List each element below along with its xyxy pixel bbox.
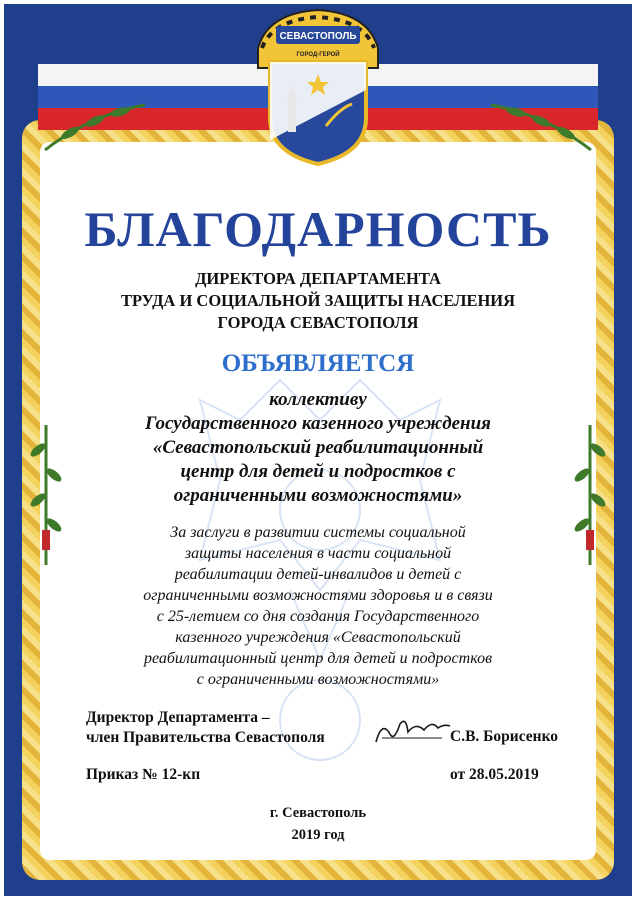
- issuer-line: ДИРЕКТОРА ДЕПАРТАМЕНТА: [195, 269, 441, 288]
- order-number: Приказ № 12-кп: [86, 766, 201, 783]
- svg-text:ГОРОД-ГЕРОЙ: ГОРОД-ГЕРОЙ: [296, 52, 340, 58]
- svg-text:СЕВАСТОПОЛЬ: СЕВАСТОПОЛЬ: [279, 31, 357, 42]
- recipient-line: центр для детей и подростков с: [180, 461, 456, 482]
- reason-line: реабилитации детей-инвалидов и детей с: [174, 566, 462, 583]
- laurel-branch-top-right-icon: [486, 95, 596, 155]
- announce-heading: ОБЪЯВЛЯЕТСЯ: [221, 350, 415, 377]
- recipient-line: ограниченными возможностями»: [173, 485, 463, 506]
- recipient-line: Государственного казенного учреждения: [145, 413, 491, 434]
- signatory-name: С.В. Борисенко: [450, 728, 559, 745]
- year: 2019 год: [291, 827, 345, 843]
- reason-line: защиты населения в части социальной: [184, 545, 452, 562]
- signatory-position: [86, 708, 325, 748]
- issuer-block: [0, 268, 636, 334]
- issuer-line: ТРУДА И СОЦИАЛЬНОЙ ЗАЩИТЫ НАСЕЛЕНИЯ: [120, 291, 516, 310]
- sevastopol-coat-of-arms-icon: [248, 8, 388, 168]
- laurel-branch-right-icon: [570, 420, 610, 570]
- position-line: Директор Департамента –: [86, 709, 270, 726]
- reason-block: [80, 522, 556, 690]
- position-line: член Правительства Севастополя: [86, 729, 325, 746]
- reason-line: казенного учреждения «Севастопольский: [175, 629, 461, 646]
- handwritten-signature: [372, 712, 452, 748]
- reason-line: реабилитационный центр для детей и подростков: [143, 650, 493, 667]
- place-and-year: [0, 802, 636, 846]
- reason-line: За заслуги в развитии системы социальной: [170, 524, 466, 541]
- city: г. Севастополь: [269, 805, 367, 821]
- recipient-line: коллективу: [269, 389, 367, 410]
- order-date: от 28.05.2019: [450, 766, 539, 783]
- recipient-block: [60, 388, 576, 508]
- recipient-line: «Севастопольский реабилитационный: [152, 437, 484, 458]
- reason-line: с 25-летием со дня создания Государственного: [156, 608, 480, 625]
- laurel-branch-top-left-icon: [40, 95, 150, 155]
- reason-line: ограниченными возможностями здоровья и в связи: [143, 587, 493, 604]
- reason-line: с ограниченными возможностями»: [196, 671, 440, 688]
- issuer-line: ГОРОДА СЕВАСТОПОЛЯ: [217, 313, 419, 332]
- certificate-title: БЛАГОДАРНОСТЬ: [84, 201, 552, 257]
